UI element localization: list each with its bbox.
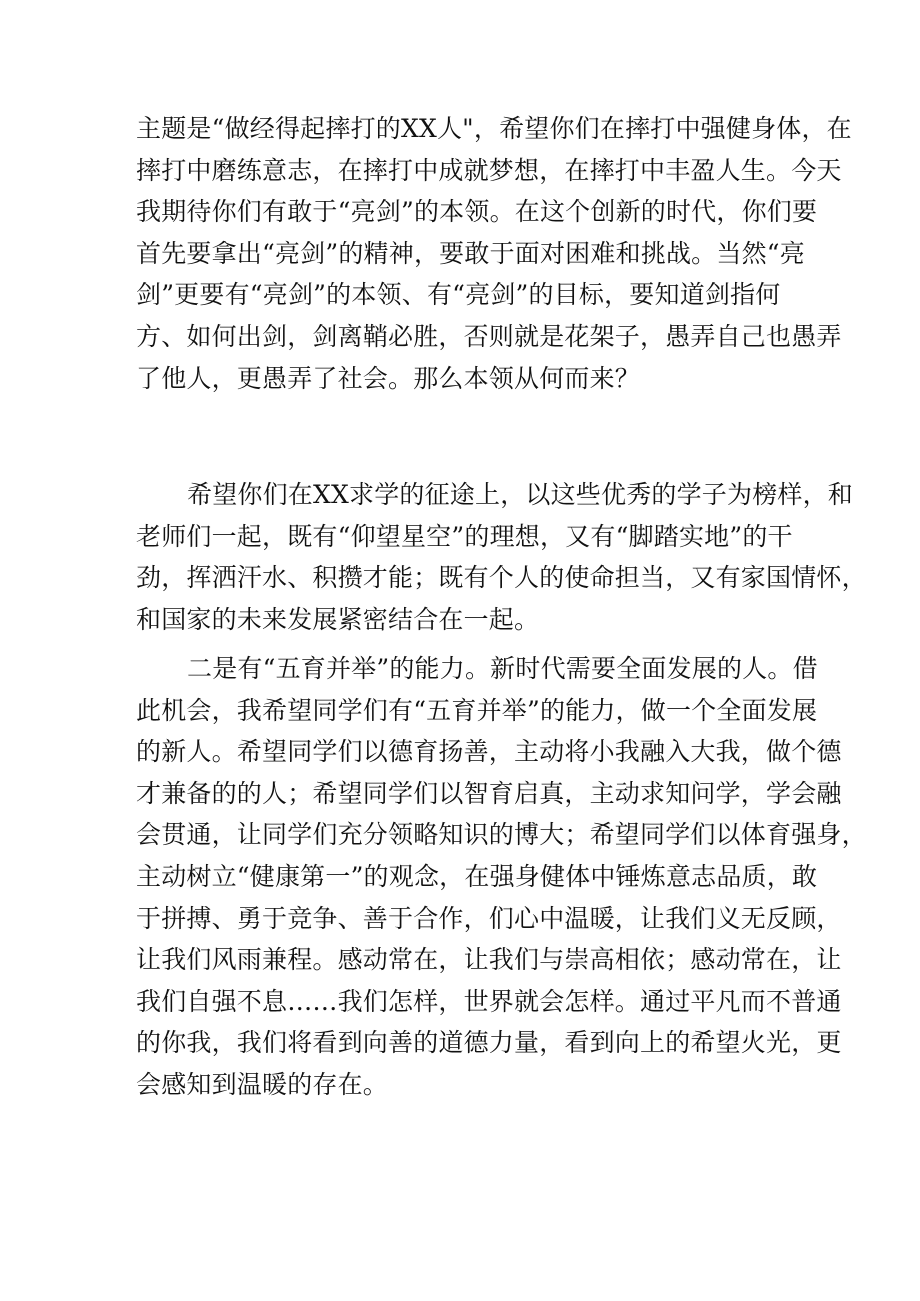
paragraph-3 [136,648,867,1106]
text-line: 才兼备的的人；希望同学们以智育启真，主动求知问学，学会融 [136,778,842,808]
text-line: 希望你们在XX求学的征途上，以这些优秀的学子为榜样，和 [187,480,853,509]
text-line: 和国家的未来发展紧密结合在一起。 [136,604,540,634]
text-line: 了他人，更愚弄了社会。那么本领从何而来？ [136,363,641,393]
text-line: 会感知到温暖的存在。 [136,1069,389,1099]
text-line: 我期待你们有敢于“亮剑”的本领。在这个创新的时代，你们要 [136,197,818,227]
text-line: 的你我，我们将看到向善的道德力量，看到向上的希望火光，更 [136,1028,842,1058]
paragraph-2 [136,474,867,640]
text-line: 首先要拿出“亮剑”的精神，要敢于面对困难和挑战。当然“亮 [136,238,805,268]
text-line: 老师们一起，既有“仰望星空”的理想，又有“脚踏实地”的干 [136,521,793,551]
text-line: 让我们风雨兼程。感动常在，让我们与崇高相依；感动常在，让 [136,945,842,975]
text-line: 剑”更要有“亮剑”的本领、有“亮剑”的目标，要知道剑指何 [136,280,781,310]
text-line: 的新人。希望同学们以德育扬善，主动将小我融入大我，做个德 [136,737,842,767]
text-line: 摔打中磨练意志，在摔打中成就梦想，在摔打中丰盈人生。今天 [136,155,842,185]
text-line: 我们自强不息……我们怎样，世界就会怎样。通过平凡而不普通 [136,986,842,1016]
text-line: 方、如何出剑，剑离鞘必胜，否则就是花架子，愚弄自己也愚弄 [136,321,842,351]
text-line: 主题是“做经得起摔打的XX人"，希望你们在摔打中强健身体，在 [136,114,852,143]
text-line: 主动树立“健康第一”的观念，在强身健体中锤炼意志品质，敢 [136,861,818,891]
paragraph-1 [136,108,852,399]
text-line: 会贯通，让同学们充分领略知识的博大；希望同学们以体育强身， [136,820,867,850]
text-line: 于拼搏、勇于竞争、善于合作，们心中温暖，让我们义无反顾， [136,903,842,933]
text-line: 劲，挥洒汗水、积攒才能；既有个人的使命担当，又有家国情怀， [136,563,867,593]
text-line: 此机会，我希望同学们有“五育并举”的能力，做一个全面发展 [136,695,818,725]
text-line: 二是有“五育并举”的能力。新时代需要全面发展的人。借 [187,654,818,683]
